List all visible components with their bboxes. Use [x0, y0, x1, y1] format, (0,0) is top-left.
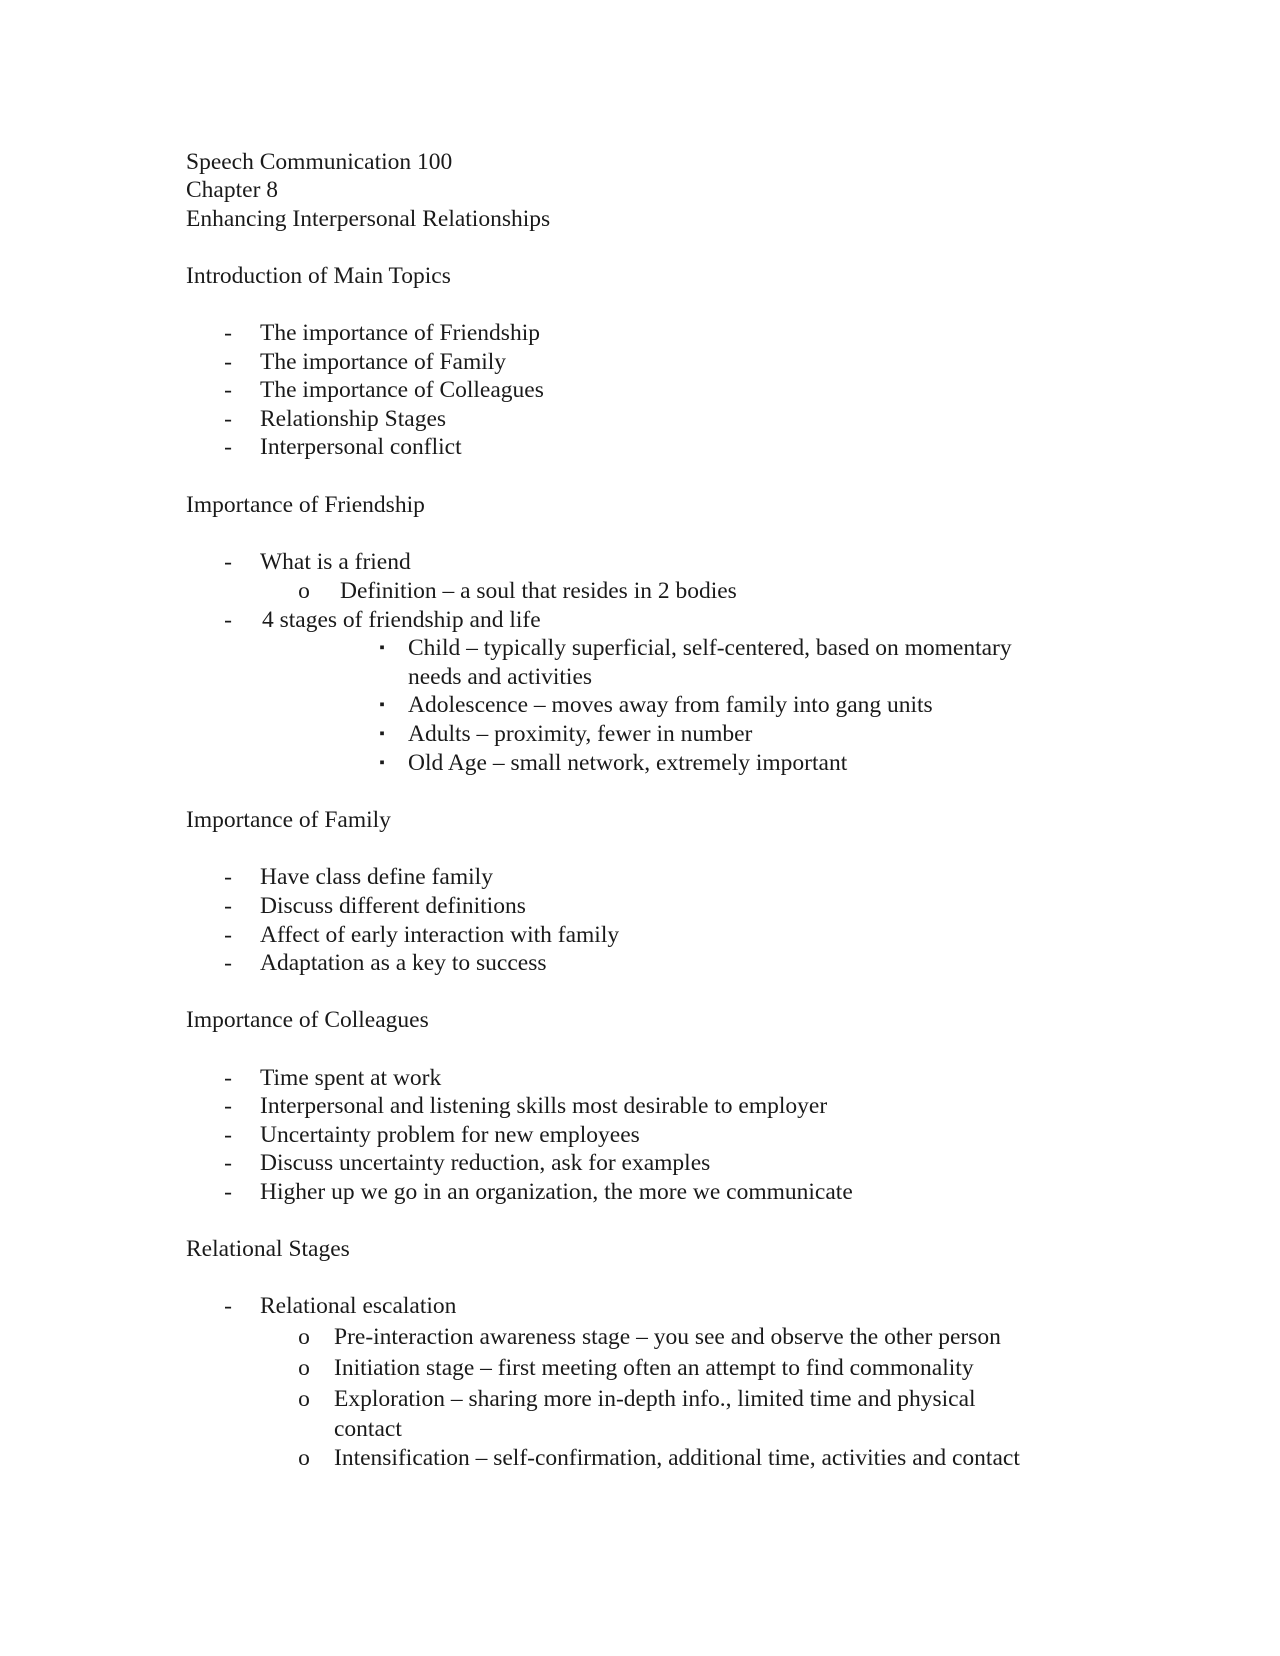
dash-bullet: - [224, 349, 232, 375]
section-heading: Importance of Family [186, 807, 391, 833]
list-item [0, 892, 1280, 921]
dash-bullet: - [224, 607, 232, 633]
list-item-text: The importance of Friendship [260, 320, 540, 346]
list-item-text: The importance of Colleagues [260, 377, 544, 403]
sub-list-item [0, 1323, 1280, 1352]
square-bullet: ▪ [379, 726, 385, 742]
circle-bullet: o [298, 1355, 310, 1381]
section-heading-colleagues [0, 1006, 1280, 1035]
list-item [0, 433, 1280, 462]
list-item [0, 606, 1280, 635]
list-item-text: Higher up we go in an organization, the more we communicate [260, 1179, 853, 1205]
title-line [0, 205, 1280, 234]
sub-sub-list-item [0, 691, 1280, 720]
document-title: Enhancing Interpersonal Relationships [186, 206, 551, 232]
sub-list-item-text: Intensification – self-confirmation, additional time, activities and contact [334, 1445, 1020, 1471]
course-title: Speech Communication 100 [186, 149, 453, 175]
square-bullet: ▪ [379, 697, 385, 713]
list-item-text: Discuss uncertainty reduction, ask for examples [260, 1150, 711, 1176]
list-item-text: Relationship Stages [260, 406, 447, 432]
section-heading-intro [0, 262, 1280, 291]
sub-list-item-text: Initiation stage – first meeting often an attempt to find commonality [334, 1355, 974, 1381]
list-item-text: The importance of Family [260, 349, 507, 375]
list-item [0, 1092, 1280, 1121]
list-item [0, 1178, 1280, 1207]
sub-sub-list-item-text: Old Age – small network, extremely important [408, 750, 848, 776]
sub-list-item [0, 577, 1280, 606]
circle-bullet: o [298, 1445, 310, 1471]
list-item [0, 1292, 1280, 1321]
dash-bullet: - [224, 377, 232, 403]
list-item [0, 376, 1280, 405]
section-heading-family [0, 806, 1280, 835]
sub-list-item-text: Exploration – sharing more in-depth info., limited time and physical [334, 1386, 976, 1412]
list-item [0, 949, 1280, 978]
list-item-text: 4 stages of friendship and life [262, 607, 541, 633]
sub-list-item-continuation [0, 1415, 1280, 1444]
sub-sub-list-item [0, 720, 1280, 749]
list-item [0, 921, 1280, 950]
list-item-text: Discuss different definitions [260, 893, 526, 919]
list-item-text: Time spent at work [260, 1065, 442, 1091]
dash-bullet: - [224, 1065, 232, 1091]
circle-bullet: o [298, 1324, 310, 1350]
dash-bullet: - [224, 893, 232, 919]
chapter-line [0, 176, 1280, 205]
dash-bullet: - [224, 1122, 232, 1148]
chapter-number: Chapter 8 [186, 177, 279, 203]
list-item [0, 1121, 1280, 1150]
list-item [0, 1064, 1280, 1093]
dash-bullet: - [224, 406, 232, 432]
circle-bullet: o [298, 1386, 310, 1412]
list-item-text: Relational escalation [260, 1293, 457, 1319]
section-heading: Importance of Colleagues [186, 1007, 429, 1033]
list-item [0, 348, 1280, 377]
sub-list-item [0, 1444, 1280, 1473]
sub-list-item-text: contact [334, 1416, 402, 1442]
sub-list-item-text: Pre-interaction awareness stage – you see and observe the other person [334, 1324, 1001, 1350]
list-item-text: Interpersonal conflict [260, 434, 462, 460]
list-item-text: Adaptation as a key to success [260, 950, 547, 976]
section-heading: Introduction of Main Topics [186, 263, 451, 289]
sub-sub-list-item-continuation [0, 663, 1280, 692]
list-item-text: Have class define family [260, 864, 493, 890]
sub-sub-list-item-text: Adolescence – moves away from family into gang units [408, 692, 933, 718]
sub-sub-list-item [0, 634, 1280, 663]
dash-bullet: - [224, 922, 232, 948]
list-item [0, 405, 1280, 434]
section-heading: Importance of Friendship [186, 492, 425, 518]
section-heading: Relational Stages [186, 1236, 350, 1262]
list-item [0, 548, 1280, 577]
circle-bullet: o [298, 578, 310, 604]
dash-bullet: - [224, 320, 232, 346]
dash-bullet: - [224, 1093, 232, 1119]
sub-sub-list-item-text: needs and activities [408, 664, 593, 690]
course-line [0, 148, 1280, 177]
list-item-text: Interpersonal and listening skills most desirable to employer [260, 1093, 828, 1119]
list-item-text: What is a friend [260, 549, 411, 575]
list-item [0, 1149, 1280, 1178]
list-item-text: Affect of early interaction with family [260, 922, 620, 948]
sub-list-item [0, 1354, 1280, 1383]
sub-sub-list-item-text: Adults – proximity, fewer in number [408, 721, 753, 747]
square-bullet: ▪ [379, 640, 385, 656]
list-item [0, 863, 1280, 892]
dash-bullet: - [224, 1179, 232, 1205]
sub-list-item [0, 1385, 1280, 1414]
sub-sub-list-item-text: Child – typically superficial, self-centered, based on momentary [408, 635, 1012, 661]
dash-bullet: - [224, 1150, 232, 1176]
section-heading-relational [0, 1235, 1280, 1264]
square-bullet: ▪ [379, 755, 385, 771]
list-item [0, 319, 1280, 348]
dash-bullet: - [224, 950, 232, 976]
sub-sub-list-item [0, 749, 1280, 778]
dash-bullet: - [224, 864, 232, 890]
list-item-text: Uncertainty problem for new employees [260, 1122, 640, 1148]
dash-bullet: - [224, 434, 232, 460]
dash-bullet: - [224, 1293, 232, 1319]
section-heading-friendship [0, 491, 1280, 520]
dash-bullet: - [224, 549, 232, 575]
sub-list-item-text: Definition – a soul that resides in 2 bodies [340, 578, 737, 604]
